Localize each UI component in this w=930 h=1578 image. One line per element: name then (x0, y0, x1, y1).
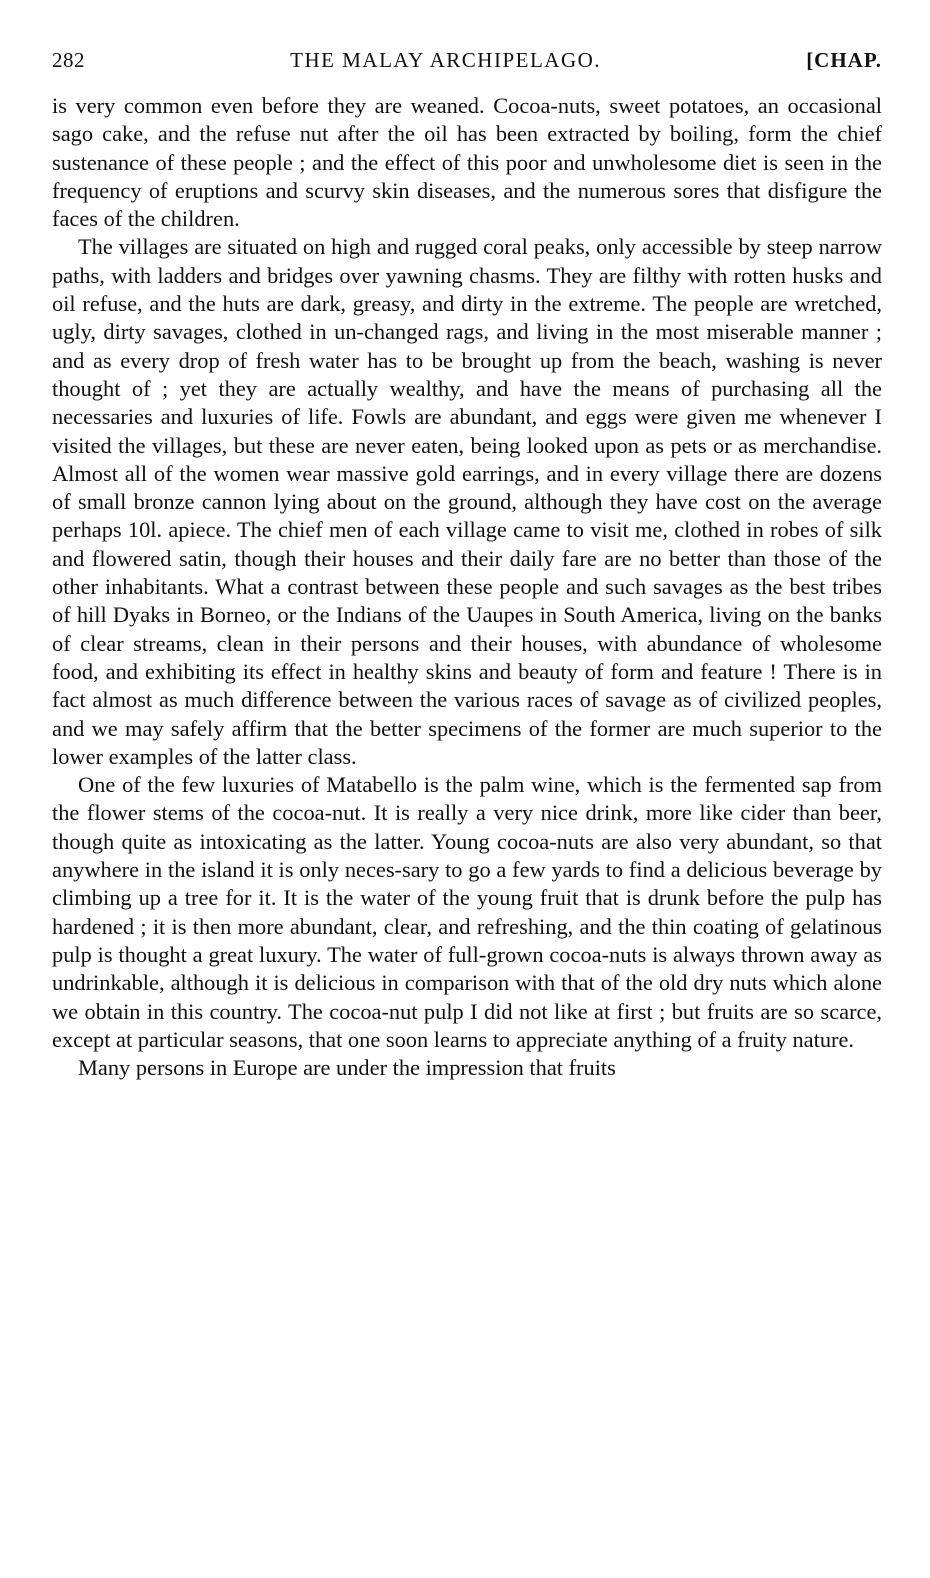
paragraph-continuation: is very common even before they are weaned. Cocoa-nuts, sweet potatoes, an occasional sago cake, and the refuse nut after the oil has been extracted by boiling, form the chief sustenance of these people ; and the effect of this poor and unwholesome diet is seen in the frequency of eruptions and scurvy skin diseases, and the numerous sores that disfigure the faces of the children. (52, 93, 882, 232)
paragraph-fruits: Many persons in Europe are under the impression that fruits (78, 1055, 616, 1081)
paragraph-villages: The villages are situated on high and rugged coral peaks, only accessible by steep narrow paths, with ladders and bridges over yawning chasms. They are filthy with rotten husks and oil refuse, and the huts are dark, greasy, and dirty in the extreme. The people are wretched, ugly, dirty savages, clothed in un-changed rags, and living in the most miserable manner ; and as every drop of fresh water has to be brought up from the beach, washing is never thought of ; yet they are actually wealthy, and have the means of purchasing all the necessaries and luxuries of life. Fowls are abundant, and eggs were given me whenever I visited the villages, but these are never eaten, being looked upon as pets or as merchandise. Almost all of the women wear massive gold earrings, and in every village there are dozens of small bronze cannon lying about on the ground, although they have cost on the average perhaps 10l. apiece. The chief men of each village came to visit me, clothed in robes of silk and flowered satin, though their houses and their daily fare are no better than those of the other inhabitants. What a contrast between these people and such savages as the best tribes of hill Dyaks in Borneo, or the Indians of the Uaupes in South America, living on the banks of clear streams, clean in their persons and their houses, with abundance of wholesome food, and exhibiting its effect in healthy skins and beauty of form and feature ! There is in fact almost as much difference between the various races of savage as of civilized peoples, and we may safely affirm that the better specimens of the former are much superior to the lower examples of the latter class. (52, 234, 882, 769)
running-title: THE MALAY ARCHIPELAGO. (290, 48, 602, 72)
book-page (52, 48, 882, 1558)
body-text (52, 92, 882, 1082)
chapter-mark: [CHAP. (806, 48, 882, 72)
page-number: 282 (52, 48, 85, 72)
running-head (52, 48, 882, 92)
paragraph-palm-wine: One of the few luxuries of Matabello is the palm wine, which is the fermented sap from the flower stems of the cocoa-nut. It is really a very nice drink, more like cider than beer, though quite as intoxicating as the latter. Young cocoa-nuts are also very abundant, so that anywhere in the island it is only neces-sary to go a few yards to find a delicious beverage by climbing up a tree for it. It is the water of the young fruit that is drunk before the pulp has hardened ; it is then more abundant, clear, and refreshing, and the thin coating of gelatinous pulp is thought a great luxury. The water of full-grown cocoa-nuts is always thrown away as undrinkable, although it is delicious in comparison with that of the old dry nuts which alone we obtain in this country. The cocoa-nut pulp I did not like at first ; but fruits are so scarce, except at particular seasons, that one soon learns to appreciate anything of a fruity nature. (52, 772, 882, 1052)
